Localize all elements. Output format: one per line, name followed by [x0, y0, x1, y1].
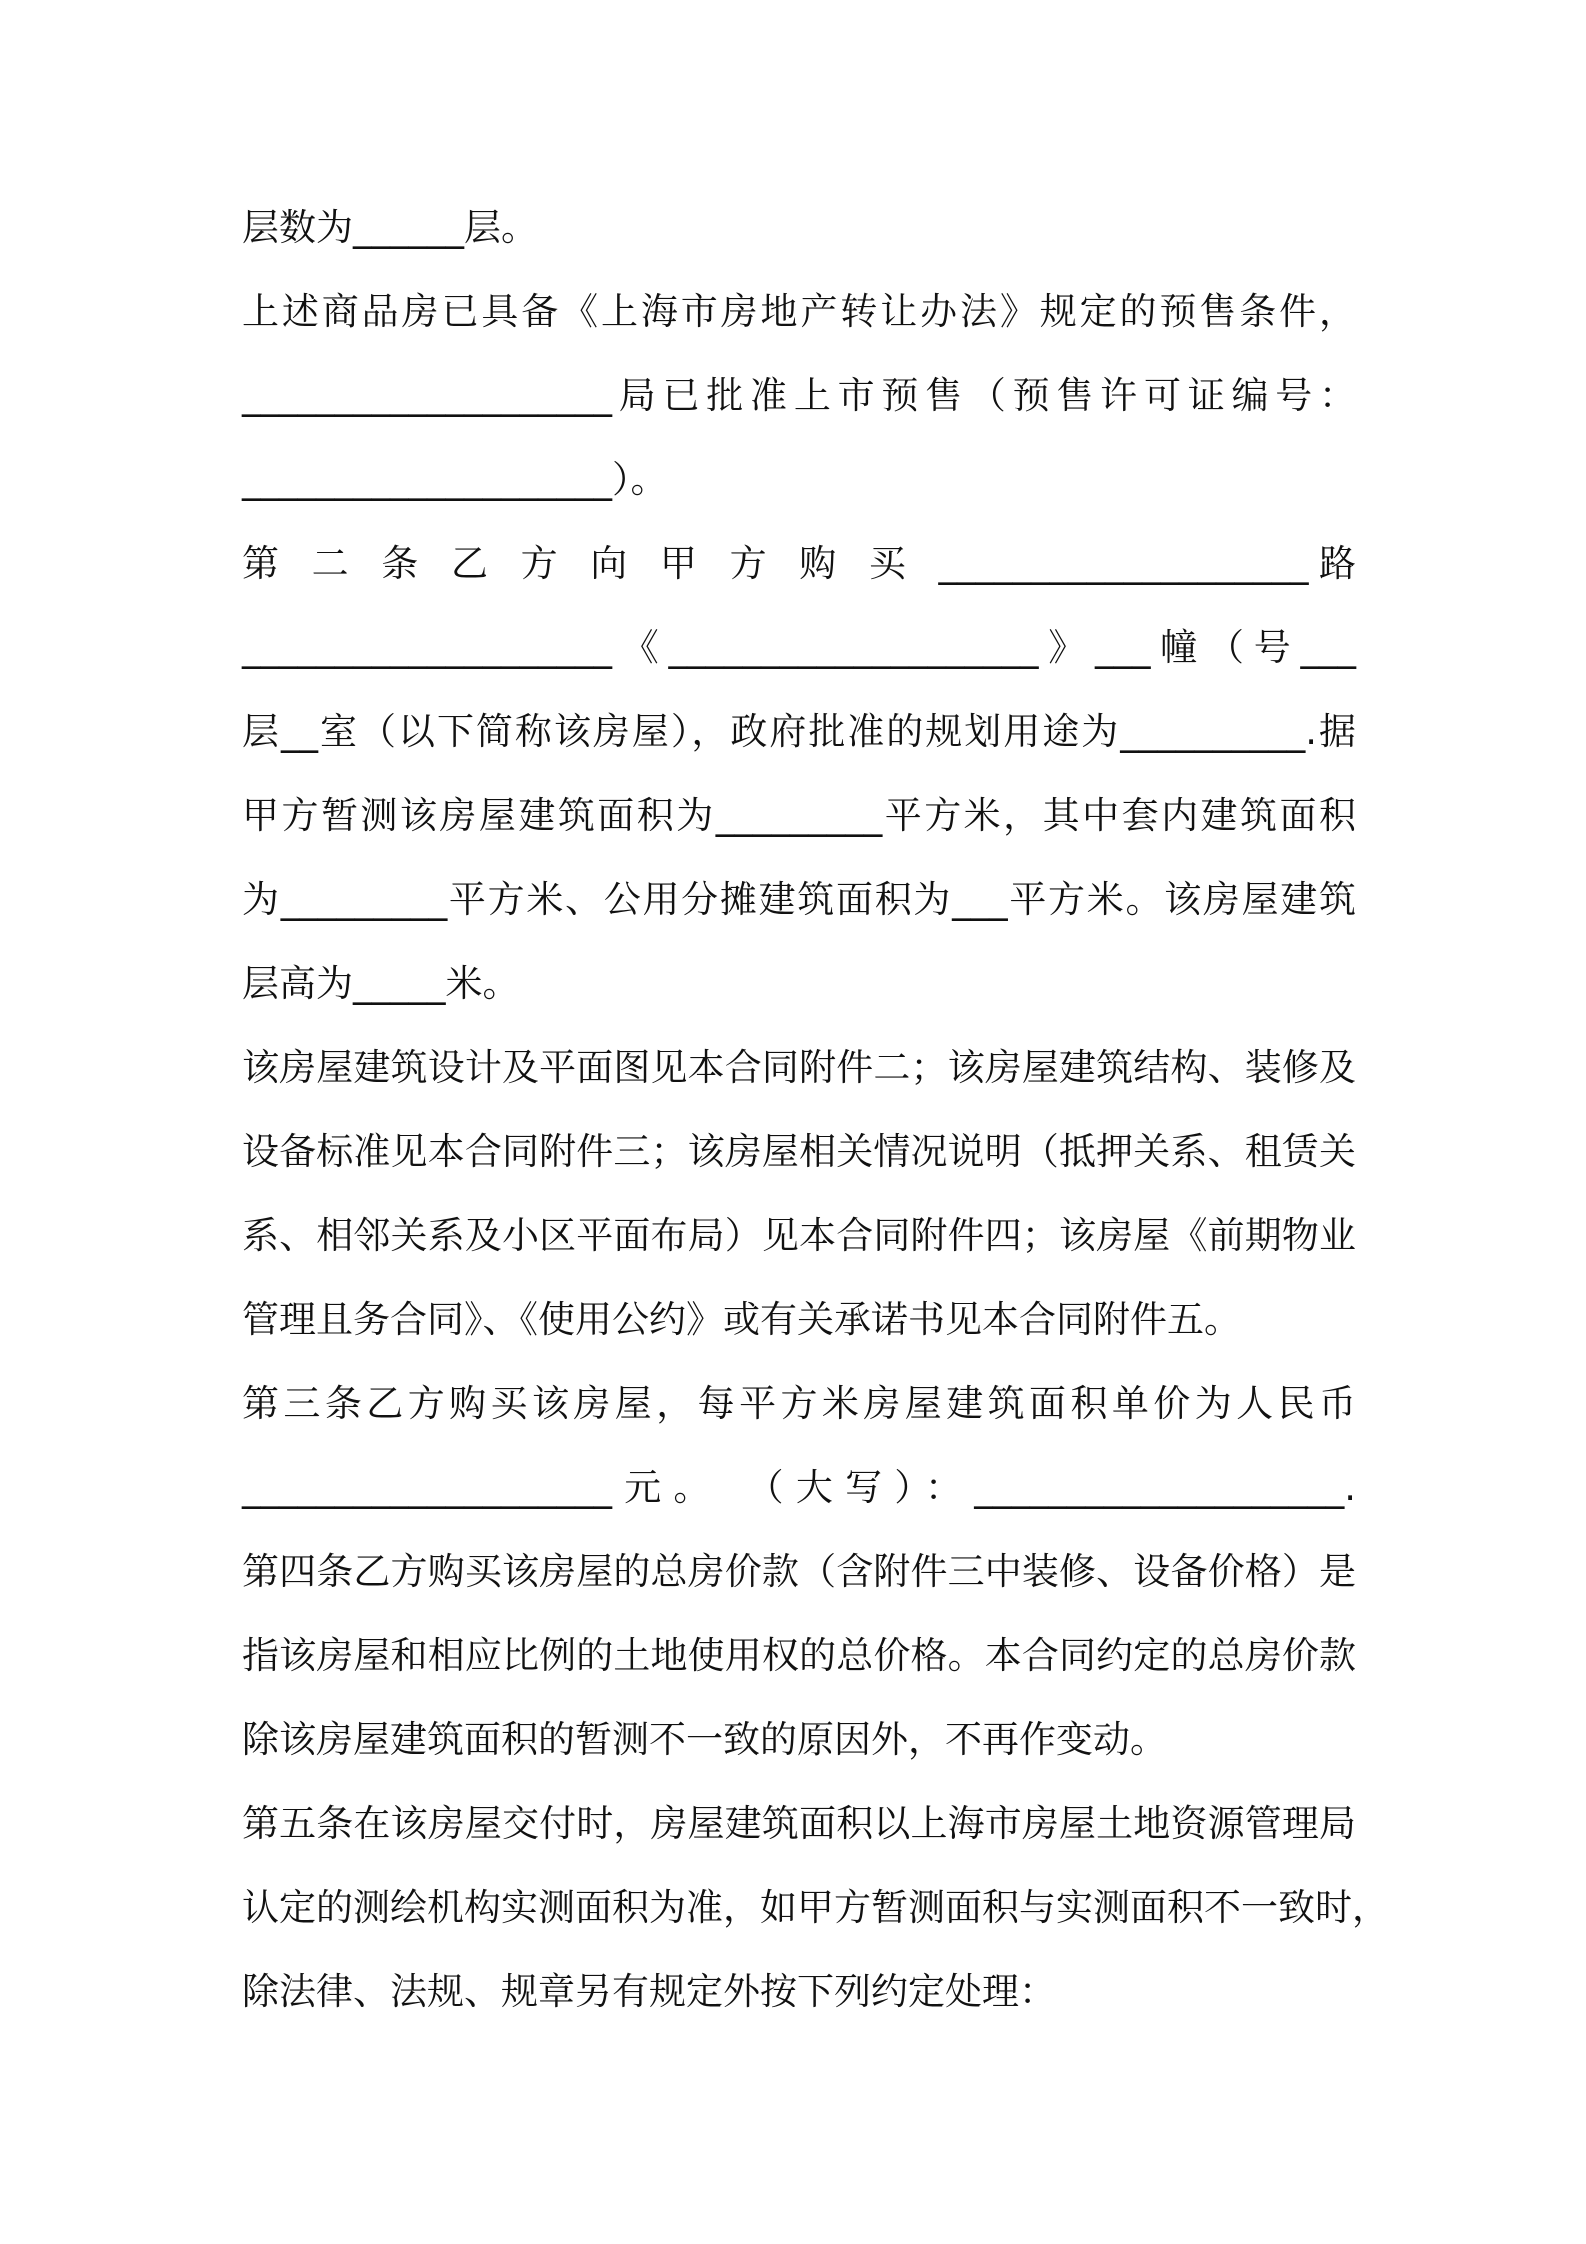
contract-line: 认定的测绘机构实测面积为准，如甲方暂测面积与实测面积不一致时， [242, 1886, 1389, 1929]
contract-line: 层数为______层。 [242, 206, 538, 249]
article-3-line: 第三条乙方购买该房屋，每平方米房屋建筑面积单价为人民币 [242, 1382, 1356, 1425]
contract-line: ____________________局已批准上市预售（预售许可证编号： [242, 374, 1356, 417]
contract-line: ____________________元。 （大写）：____________________. [242, 1466, 1356, 1509]
contract-line: 设备标准见本合同附件三；该房屋相关情况说明（抵押关系、租赁关 [242, 1130, 1356, 1173]
contract-line: 除该房屋建筑面积的暂测不一致的原因外，不再作变动。 [242, 1718, 1167, 1761]
contract-line: ____________________）。 [242, 458, 668, 501]
contract-line: 为_________平方米、公用分摊建筑面积为___平方米。该房屋建筑 [242, 878, 1356, 921]
contract-line: 上述商品房已具备《上海市房地产转让办法》规定的预售条件， [242, 290, 1356, 333]
contract-line: 指该房屋和相应比例的土地使用权的总价格。本合同约定的总房价款 [242, 1634, 1356, 1677]
article-4-line: 第四条乙方购买该房屋的总房价款（含附件三中装修、设备价格）是 [242, 1550, 1356, 1593]
contract-line: 该房屋建筑设计及平面图见本合同附件二；该房屋建筑结构、装修及 [242, 1046, 1356, 1089]
contract-line: 管理且务合同》、《使用公约》或有关承诺书见本合同附件五。 [242, 1298, 1241, 1341]
contract-line: 甲方暂测该房屋建筑面积为_________平方米，其中套内建筑面积 [242, 794, 1356, 837]
contract-line: 除法律、法规、规章另有规定外按下列约定处理： [242, 1970, 1056, 2013]
contract-line: 层高为_____米。 [242, 962, 520, 1005]
contract-line: ____________________《____________________》___幢（号___ [242, 626, 1356, 669]
article-2-heading-line: 第 二 条 乙 方 向 甲 方 购 买 ____________________路 [242, 542, 1356, 585]
contract-text-block [242, 186, 1389, 2034]
contract-line: 层__室（以下简称该房屋），政府批准的规划用途为__________.据 [242, 710, 1356, 753]
article-5-line: 第五条在该房屋交付时，房屋建筑面积以上海市房屋土地资源管理局 [242, 1802, 1356, 1845]
contract-line: 系、相邻关系及小区平面布局）见本合同附件四；该房屋《前期物业 [242, 1214, 1356, 1257]
